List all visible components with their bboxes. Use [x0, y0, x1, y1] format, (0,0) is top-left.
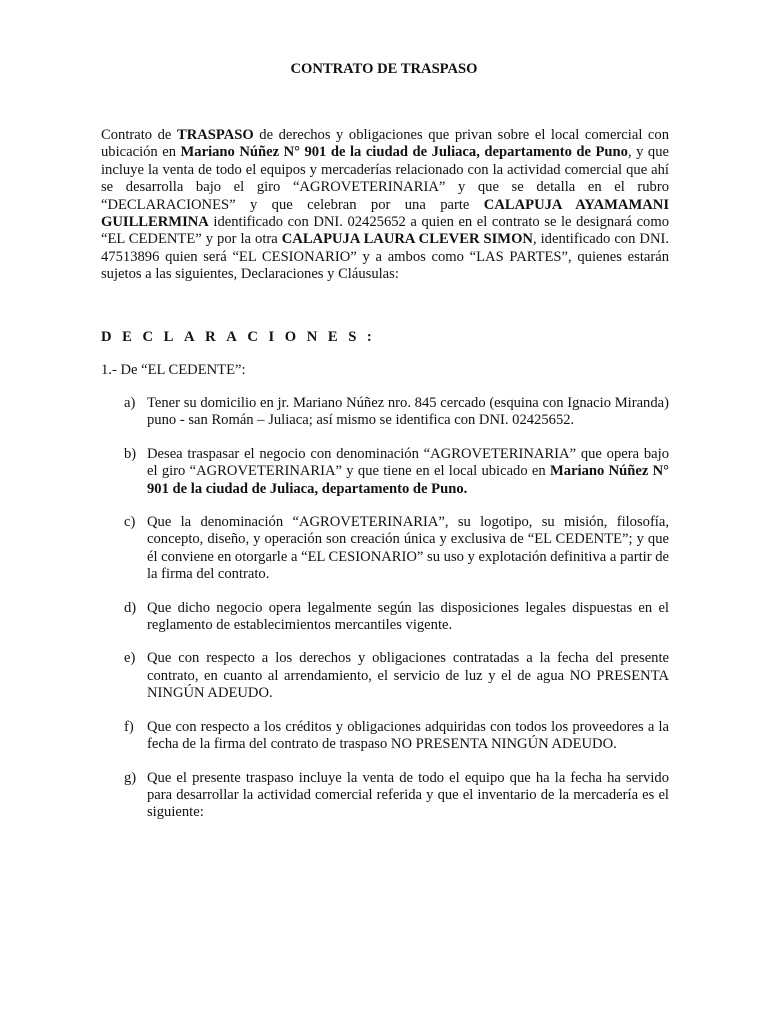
list-item — [101, 650, 669, 702]
list-item-text: Que la denominación “AGROVETERINARIA”, su logotipo, su misión, filosofía, concepto, diseño, y operación son creación única y exclusiva de “EL CEDENTE”; y que él conviene en otorgarle a “EL CESIONARIO” su uso y explotación definitiva a partir de la firma del contrato. — [147, 514, 669, 583]
section-label-cedente: 1.- De “EL CEDENTE”: — [101, 362, 246, 378]
list-item-text-bold: Mariano Núñez N° 901 de la ciudad de Juliaca, departamento de Puno. — [147, 463, 669, 497]
list-item-text: Que el presente traspaso incluye la venta de todo el equipo que ha la fecha ha servido para desarrollar la actividad comercial referida y que el inventario de la mercadería es el siguiente: — [147, 769, 669, 821]
list-item — [101, 514, 669, 584]
list-item-text: Tener su domicilio en jr. Mariano Núñez nro. 845 cercado (esquina con Ignacio Miranda) puno - san Román – Juliaca; así mismo se identifica con DNI. 02425652. — [147, 395, 669, 429]
intro-bold-cedente-name: CALAPUJA AYAMAMANI GUILLERMINA — [101, 196, 669, 231]
intro-bold-cesionario-name: CALAPUJA LAURA CLEVER SIMON — [281, 231, 533, 248]
intro-text-4: identificado con DNI. 02425652 a quien en el contrato se le designará como “EL CEDENTE” y por la otra — [101, 214, 669, 248]
intro-text-1: Contrato de — [101, 127, 177, 143]
list-item-text: Que con respecto a los derechos y obligaciones contratadas a la fecha del presente contrato, en cuanto al arrendamiento, el servicio de luz y el de agua NO PRESENTA NINGÚN ADEUDO. — [147, 650, 669, 702]
declarations-heading: DECLARACIONES: — [101, 329, 383, 345]
list-item — [101, 770, 669, 822]
list-item — [101, 395, 669, 430]
intro-bold-traspaso: TRASPASO — [176, 127, 254, 143]
list-item-text: Que con respecto a los créditos y obligaciones adquiridas con todos los proveedores a la fecha de la firma del contrato de traspaso NO PRESENTA NINGÚN ADEUDO. — [147, 718, 669, 753]
intro-text-3: , y que incluye la venta de todo el equipos y mercaderías relacionado con la actividad comercial que ahí se desarrolla bajo el giro “AGROVETERINARIA” y que se detalla en el rubro “DECLARACIONES” y que celebran por una parte — [101, 144, 669, 213]
list-item-text — [147, 446, 669, 498]
list-item-letter: e) — [124, 650, 136, 667]
document-title: CONTRATO DE TRASPASO — [290, 61, 478, 77]
intro-text-2: de derechos y obligaciones que privan sobre el local comercial con ubicación en — [101, 127, 669, 161]
list-item-letter: f) — [124, 718, 134, 735]
list-item-text: Que dicho negocio opera legalmente según las disposiciones legales dispuestas en el reglamento de establecimientos mercantiles vigente. — [147, 599, 669, 634]
declarations-list — [101, 395, 669, 838]
list-item-letter: a) — [124, 395, 136, 411]
list-item-text-plain: Desea traspasar el negocio con denominación “AGROVETERINARIA” que opera bajo el giro “AGROVETERINARIA” y que tiene en el local ubicado en — [147, 445, 669, 480]
list-item-letter: d) — [124, 599, 137, 616]
intro-bold-address: Mariano Núñez N° 901 de la ciudad de Juliaca, departamento de Puno — [180, 144, 628, 161]
list-item — [101, 446, 669, 498]
intro-text-5: , identificado con DNI. 47513896 quien será “EL CESIONARIO” y a ambos como “LAS PARTES”, quienes estarán sujetos a las siguientes, Declaraciones y Cláusulas: — [101, 231, 669, 283]
list-item — [101, 600, 669, 635]
list-item-letter: c) — [124, 514, 136, 531]
list-item — [101, 719, 669, 754]
intro-paragraph — [101, 127, 669, 284]
list-item-letter: g) — [124, 769, 137, 786]
list-item-letter: b) — [124, 445, 137, 462]
